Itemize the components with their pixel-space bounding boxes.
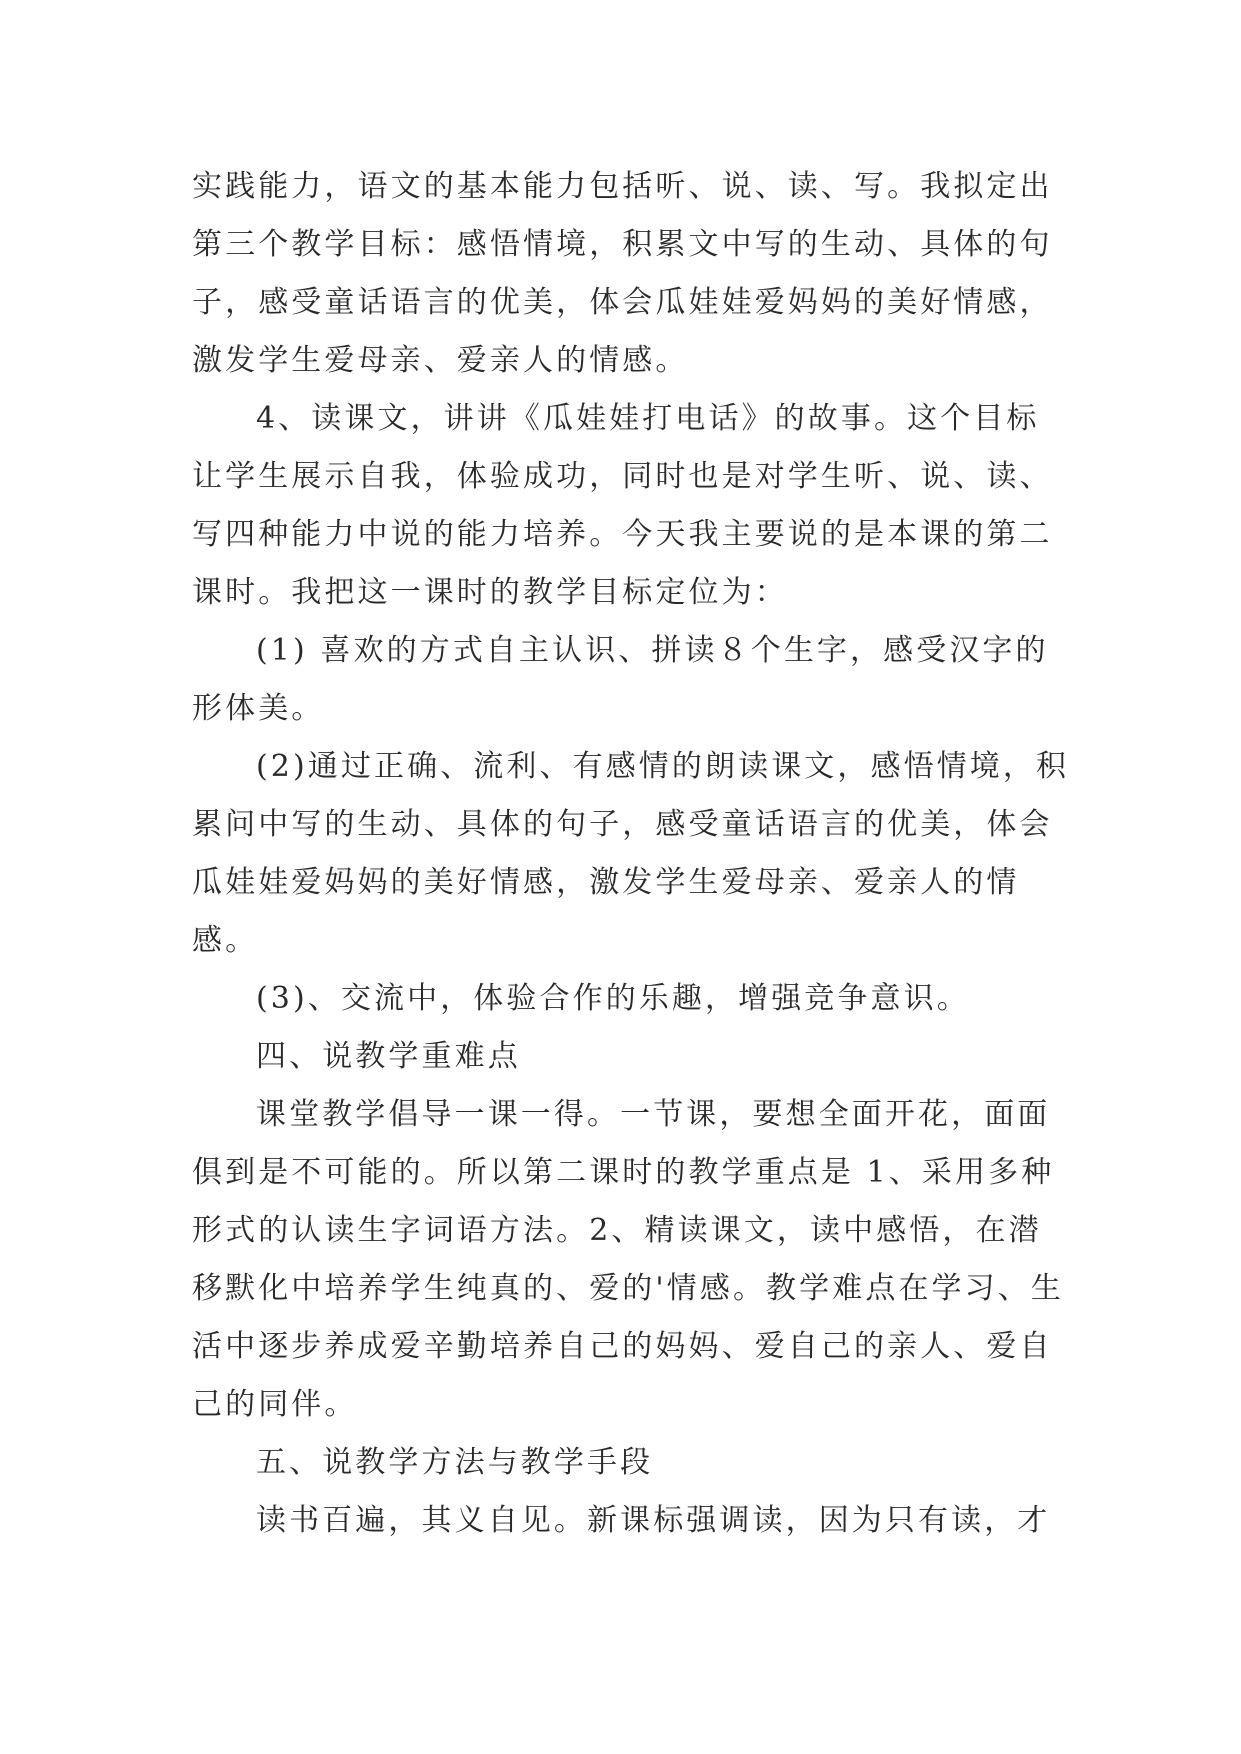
paragraph-key-points: 课堂教学倡导一课一得。一节课，要想全面开花，面面俱到是不可能的。所以第二课时的教学重点是 1、采用多种形式的认读生字词语方法。2、精读课文，读中感悟，在潜移默化中培养学生纯真的、爱的'情感。教学难点在学习、生活中逐步养成爱辛勤培养自己的妈妈、爱自己的亲人、爱自己的同伴。 — [192, 1097, 1064, 1422]
section-heading-methods: 五、说教学方法与教学手段 — [256, 1445, 654, 1480]
paragraph-objective-1: (1) 喜欢的方式自主认识、拼读８个生字，感受汉字的形体美。 — [192, 633, 1049, 726]
paragraph-methods: 读书百遍，其义自见。新课标强调读，因为只有读，才 — [256, 1503, 1051, 1538]
paragraph-objective-3: (3)、交流中，体验合作的乐趣，增强竞争意识。 — [256, 981, 970, 1016]
paragraph-objective-2: (2)通过正确、流利、有感情的朗读课文，感悟情境，积累问中写的生动、具体的句子，感受童话语言的优美，体会瓜娃娃爱妈妈的美好情感，激发学生爱母亲、爱亲人的情感。 — [192, 749, 1070, 958]
paragraph-practice-ability: 实践能力，语文的基本能力包括听、说、读、写。我拟定出第三个教学目标：感悟情境，积累文中写的生动、具体的句子，感受童话语言的优美，体会瓜娃娃爱妈妈的美好情感，激发学生爱母亲、爱亲人的情感。 — [192, 169, 1053, 378]
paragraph-goal-4: 4、读课文，讲讲《瓜娃娃打电话》的故事。这个目标让学生展示自我，体验成功，同时也是对学生听、说、读、写四种能力中说的能力培养。今天我主要说的是本课的第二课时。我把这一课时的教学目标定位为： — [192, 401, 1053, 610]
section-heading-key-points: 四、说教学重难点 — [256, 1039, 521, 1074]
document-body — [192, 158, 1072, 1550]
